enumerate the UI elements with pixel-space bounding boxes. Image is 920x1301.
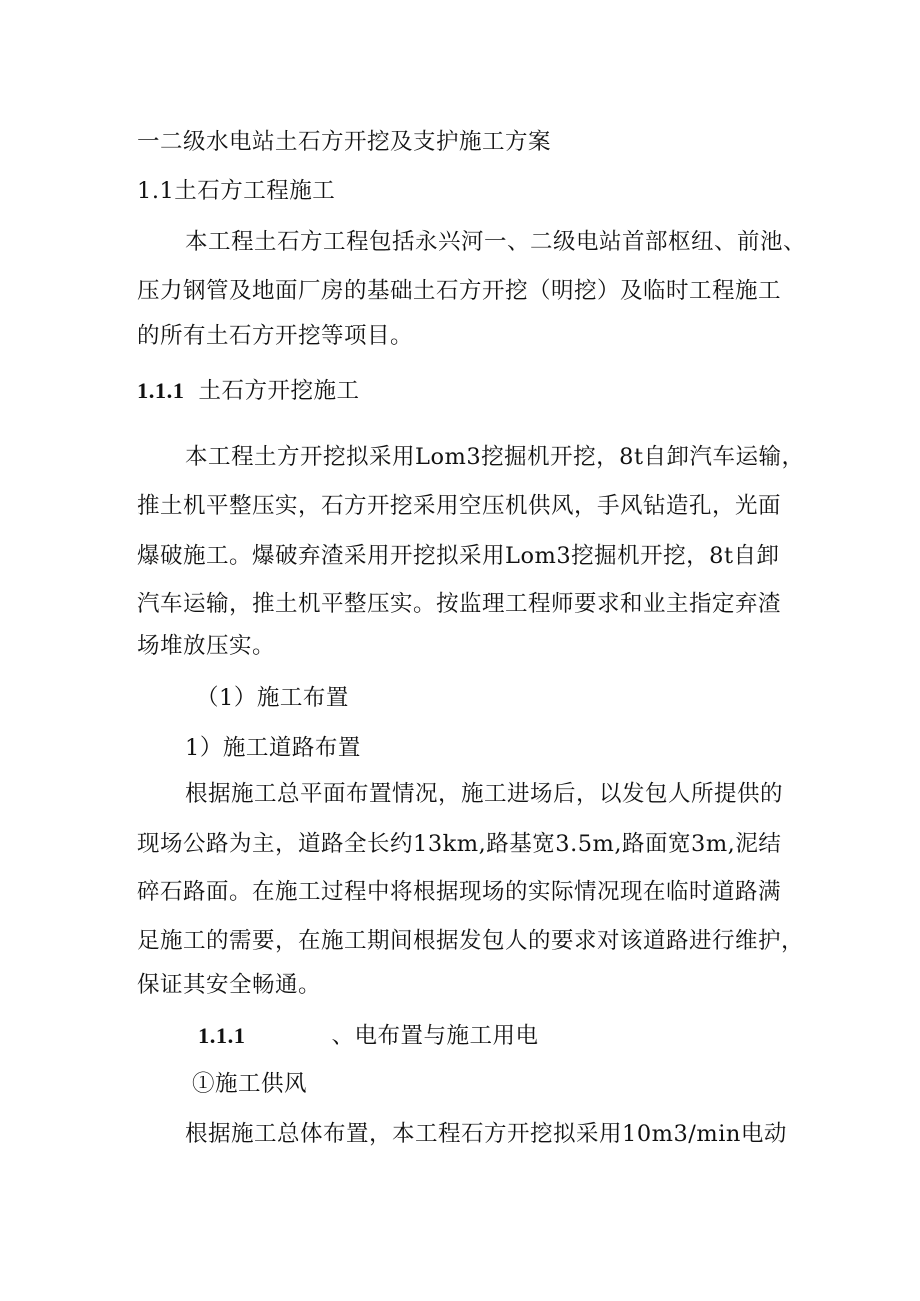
paragraph-line: 保证其安全畅通。: [137, 972, 322, 998]
section-heading-1-1-1-b: [198, 1021, 539, 1051]
paragraph-line: 推土机平整压实，石方开挖采用空压机供风，手风钻造孔，光面: [137, 493, 782, 519]
paragraph-line: 足施工的需要，在施工期间根据发包人的要求对该道路进行维护，: [137, 928, 805, 954]
section-number: 1.1: [137, 178, 175, 204]
paragraph-line: 本工程土方开挖拟采用Lom3挖掘机开挖，8t自卸汽车运输，: [185, 444, 805, 470]
paragraph-line: 根据施工总平面布置情况，施工进场后，以发包人所提供的: [185, 781, 784, 807]
paragraph-line: 压力钢管及地面厂房的基础土石方开挖（明挖）及临时工程施工: [137, 278, 782, 304]
paragraph-line: 碎石路面。在施工过程中将根据现场的实际情况现在临时道路满: [137, 879, 782, 905]
paragraph-line: 现场公路为主，道路全长约13km,路基宽3.5m,路面宽3m,泥结: [137, 831, 782, 857]
section-heading-1-1-1: [137, 376, 360, 406]
section-title: 土石方开挖施工: [198, 378, 360, 404]
section-title: 、电布置与施工用电: [331, 1023, 539, 1049]
paragraph-line: 的所有土石方开挖等项目。: [137, 323, 414, 349]
section-title: 土石方工程施工: [174, 178, 336, 204]
paragraph-line: 爆破施工。爆破弃渣采用开挖拟采用Lom3挖掘机开挖，8t自卸: [137, 543, 780, 569]
item-heading: ①施工供风: [192, 1071, 308, 1097]
item-heading: 1）施工道路布置: [185, 735, 361, 761]
paragraph-line: 本工程土石方工程包括永兴河一、二级电站首部枢纽、前池、: [185, 229, 807, 255]
document-title: 一二级水电站土石方开挖及支护施工方案: [137, 129, 552, 155]
paragraph-line: 根据施工总体布置，本工程石方开挖拟采用10m3∕min电动: [185, 1121, 787, 1147]
section-number: 1.1.1: [137, 378, 185, 403]
section-number: 1.1.1: [198, 1023, 246, 1048]
paragraph-line: 场堆放压实。: [137, 633, 276, 659]
paragraph-line: 汽车运输，推土机平整压实。按监理工程师要求和业主指定弃渣: [137, 591, 782, 617]
subsection-heading: （1）施工布置: [196, 685, 349, 711]
section-heading-1-1: [137, 176, 335, 206]
